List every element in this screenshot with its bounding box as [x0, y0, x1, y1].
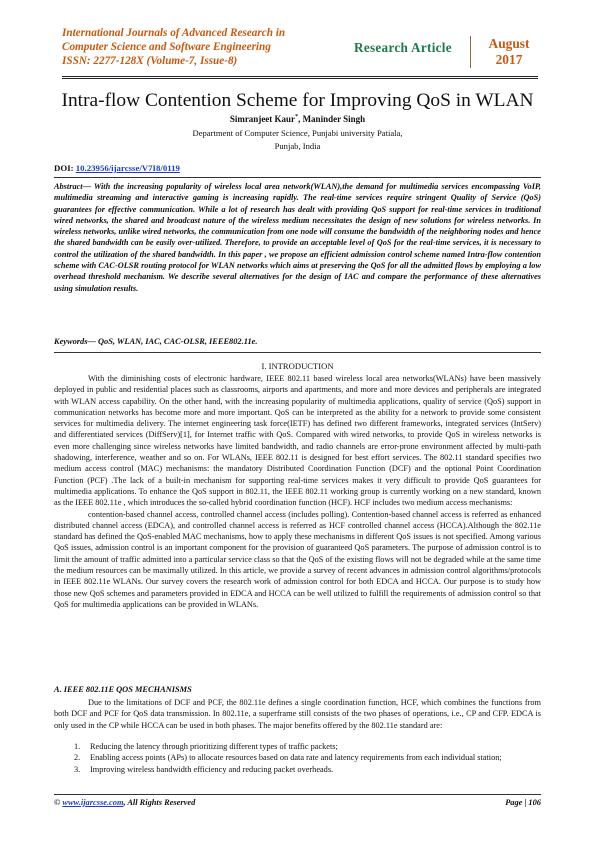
journal-issn: ISSN: 2277-128X (Volume-7, Issue-8) — [62, 55, 238, 67]
paragraph: With the diminishing costs of electronic hardware, IEEE 802.11 based wireless local area networks(WLANs) have been massively deployed in public and residential places such as classrooms, airports and apartments, and more and more devices and peripherals are integrated with WLAN access capability. On the other hand, with the increasing popularity of multimedia applications, quality of service (QoS) support in communication networks has become more and more important. QoS can be interpreted as the ability for a network to provide some consistent services for multimedia delivery. The internet engineering task force(IETF) has defined two different frameworks, integrated services (IntServ) and differentiated services (DiffServ)[1], for Internet traffic with QoS. Compared with wired networks, to provide QoS in wireless networks is even more challenging since wireless networks have limited bandwidth, and radio channels are error-prone environment affected by multi-path shadowing, interference, weather and so on. For WLANs, IEEE 802.11 is designed for best effort services. The 802.11 standard specifies two medium access control (MAC) mechanisms: the mandatory Distributed Coordination Function (DCF) and the optional Point Coordination Function (PCF) .The lack of a built-in mechanism for supporting real-time services makes it very difficult to provide QoS guarantees for multimedia applications. To enhance the QoS support in 802.11, the IEEE 802.11 working group is currently working on a new standard, known as the IEEE 802.11e , which introduces the so-called hybrid coordination function (HCF). HCF includes two medium access mechanisms: — [54, 374, 541, 508]
header-rule — [62, 76, 538, 77]
journal-line-1: International Journals of Advanced Research in — [62, 27, 286, 39]
corresponding-author-mark: * — [295, 114, 299, 120]
copyright-symbol: © — [54, 798, 63, 807]
issue-year: 2017 — [495, 52, 523, 67]
subsection-heading: A. IEEE 802.11E QOS MECHANISMS — [54, 685, 192, 694]
introduction-body — [54, 373, 541, 610]
list-number: 3. — [74, 764, 81, 774]
list-item — [54, 741, 541, 752]
list-number: 1. — [74, 742, 81, 751]
abstract-bottom-rule — [54, 352, 541, 353]
page-number: Page | 106 — [505, 798, 541, 807]
doi-label: DOI: — [54, 163, 76, 173]
author-name: Maninder Singh — [302, 114, 366, 124]
website-link[interactable]: www.ijarcsse.com — [62, 798, 124, 807]
journal-name — [62, 26, 344, 68]
paper-title: Intra-flow Contention Scheme for Improving QoS in WLAN — [61, 90, 534, 111]
doi — [54, 163, 180, 173]
issue-month: August — [488, 36, 530, 51]
rights-text: , All Rights Reserved — [123, 798, 196, 807]
list-number: 2. — [74, 753, 81, 763]
list-item-text: Improving wireless bandwidth efficiency and reducing packet overheads. — [90, 764, 334, 774]
doi-link[interactable]: 10.23956/ijarcsse/V7I8/0119 — [75, 163, 180, 173]
list-item — [54, 764, 541, 775]
benefits-list — [54, 741, 541, 775]
list-item-text: Reducing the latency through prioritizing different types of traffic packets; — [90, 742, 338, 751]
footer-copyright — [54, 798, 195, 807]
paragraph: contention-based channel access, controlled channel access (includes polling). Contention-based channel access is referred as enhanced distributed channel access (EDCA), and controlled channel access is referred as HCF controlled channel access (HCCA).Although the 802.11e standard has defined the QoS-enabled MAC mechanisms, how to apply these mechanisms in different QoS issues is not specified. Among various QoS issues, admission control is an important component for the provision of guaranteed QoS parameters. The purpose of admission control is to limit the amount of traffic admitted into a particular service class so that the QoS of the existing flows will not be degraded while at the same time the medium resources can be maximally utilized. In this article, we provide a survey of recent advances in admission control algorithms/protocols in IEEE 802.11e WLANs. Our survey covers the research work of admission control for both EDCA and HCCA. Our purpose is to study how those new QoS schemes and parameters provided in EDCA and HCCA can be well utilized to fulfill the requirements of admission control so that QoS for multimedia applications can be provided in WLANs. — [54, 509, 541, 609]
affiliation — [0, 127, 595, 153]
list-item-text: Enabling access points (APs) to allocate resources based on data rate and latency requirements from each individual station; — [90, 753, 502, 763]
section-heading: I. INTRODUCTION — [261, 361, 334, 371]
issue-date — [470, 36, 541, 68]
abstract: Abstract— With the increasing popularity of wireless local area network(WLAN),the demand for multimedia services encompassing VoIP, multimedia streaming and interactive gaming is increasing rapidly. The real-time services require stringent Quality of Service (QoS) guarantees for effective communication. While a lot of research has dealt with providing QoS support for real-time services in traditional wired networks, the shared and broadcast nature of the wireless medium necessitates the design of new solutions for wireless networks. In wireless networks, unlike wired networks, the communication from one node will consume the bandwidth of the neighboring nodes and hence the shared bandwidth can be easily over-utilized. Therefore, to provide an acceptable level of QoS for the real-time services, it is necessary to control the utilization of the shared bandwidth. In this paper , we propose an efficient admission control scheme named Intra-flow contention scheme with CAC-OLSR routing protocol for WLAN networks which aims at preserving the QoS for all the admitted flows by employing a low overhead threshold mechanism. We describe several alternatives for the design of IAC and compare the performance of these alternatives using simulation results. — [54, 182, 541, 293]
affiliation-line: Punjab, India — [274, 141, 321, 151]
journal-line-2: Computer Science and Software Engineering — [62, 41, 271, 53]
paragraph: Due to the limitations of DCF and PCF, the 802.11e defines a single coordination function, HCF, which combines the functions from both DCF and PCF for QoS data transmission. In 802.11e, a superframe still consists of the two phases of operations, i.e., CP and CFP. EDCA is only used in the CP while HCCA can be used in both phases. The major benefits offered by the 802.11e standard are: — [54, 698, 541, 730]
author-name: Simranjeet Kaur — [229, 114, 296, 124]
author-separator: , — [298, 114, 303, 124]
list-item — [54, 752, 541, 763]
subsection-body — [54, 697, 541, 731]
abstract-top-rule — [54, 177, 541, 178]
header-rule-thin — [62, 78, 538, 79]
article-type: Research Article — [354, 40, 452, 55]
keywords: Keywords— QoS, WLAN, IAC, CAC-OLSR, IEEE802.11e. — [54, 337, 258, 346]
journal-header — [62, 26, 540, 74]
footer-rule — [54, 794, 541, 795]
author-list — [0, 114, 595, 124]
affiliation-line: Department of Computer Science, Punjabi university Patiala, — [192, 128, 403, 138]
